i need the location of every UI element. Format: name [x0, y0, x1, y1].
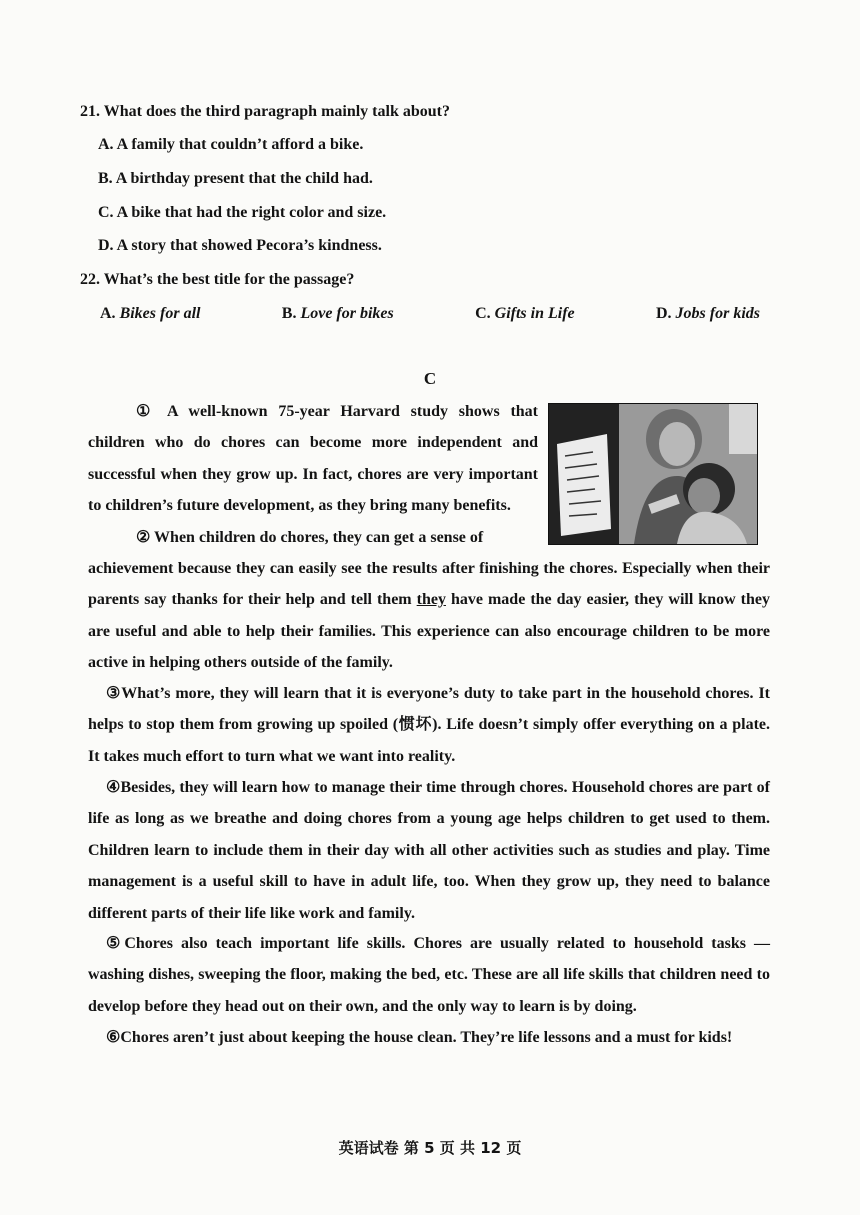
- q21-option-c: C. A bike that had the right color and size.: [98, 204, 387, 221]
- underlined-word-they: they: [416, 591, 446, 609]
- paragraph-2-start: ② When children do chores, they can get a sense of: [136, 529, 484, 546]
- q22-option-d: D. Jobs for kids: [655, 305, 760, 322]
- photo-illustration: [549, 404, 757, 544]
- paragraph-2: achievement because they can easily see the results after finishing the chores. Especially when their parents say thanks for their help and tell them they have made the day easier, they will know they are useful and able to help their families. This experience can also encourage children to be more active in helping others outside of the family.: [88, 560, 770, 672]
- paragraph-6: ⑥Chores aren’t just about keeping the house clean. They’re life lessons and a must for kids!: [106, 1029, 733, 1046]
- q21-option-d: D. A story that showed Pecora’s kindness.: [98, 237, 382, 254]
- q22-option-a: A. Bikes for all: [100, 305, 201, 322]
- q22-option-b: B. Love for bikes: [281, 305, 394, 322]
- section-label: C: [423, 369, 437, 388]
- q22-options: [100, 304, 760, 324]
- paragraph-1: ① A well-known 75-year Harvard study shows that children who do chores can become more independent and successful when they grow up. In fact, chores are very important to children’s future development, as they bring many benefits.: [88, 403, 538, 515]
- family-chores-photo: [548, 403, 758, 545]
- paragraph-5: ⑤Chores also teach important life skills. Chores are usually related to household tasks — washing dishes, sweeping the floor, making the bed, etc. These are all life skills that children need to develop before they head out on their own, and the only way to learn is by doing.: [88, 935, 770, 1015]
- question-21-stem: 21. What does the third paragraph mainly talk about?: [80, 103, 450, 120]
- page-footer: 英语试卷 第 5 页 共 12 页: [338, 1139, 522, 1157]
- q21-option-a: A. A family that couldn’t afford a bike.: [98, 136, 364, 153]
- paragraph-3: ③What’s more, they will learn that it is everyone’s duty to take part in the household chores. It helps to stop them from growing up spoiled (惯坏). Life doesn’t simply offer everything on a plate. It takes much effort to turn what we want into reality.: [88, 685, 770, 765]
- q22-option-c: C. Gifts in Life: [475, 305, 575, 322]
- question-22-stem: 22. What’s the best title for the passage?: [80, 271, 355, 288]
- paragraph-4: ④Besides, they will learn how to manage their time through chores. Household chores are part of life as long as we breathe and doing chores from a young age helps children to get used to them. Children learn to include them in their day with all other activities such as studies and play. Time management is a useful skill to have in adult life, too. When they grow up, they need to balance different parts of their life like work and family.: [88, 779, 770, 922]
- q21-option-b: B. A birthday present that the child had.: [98, 170, 373, 187]
